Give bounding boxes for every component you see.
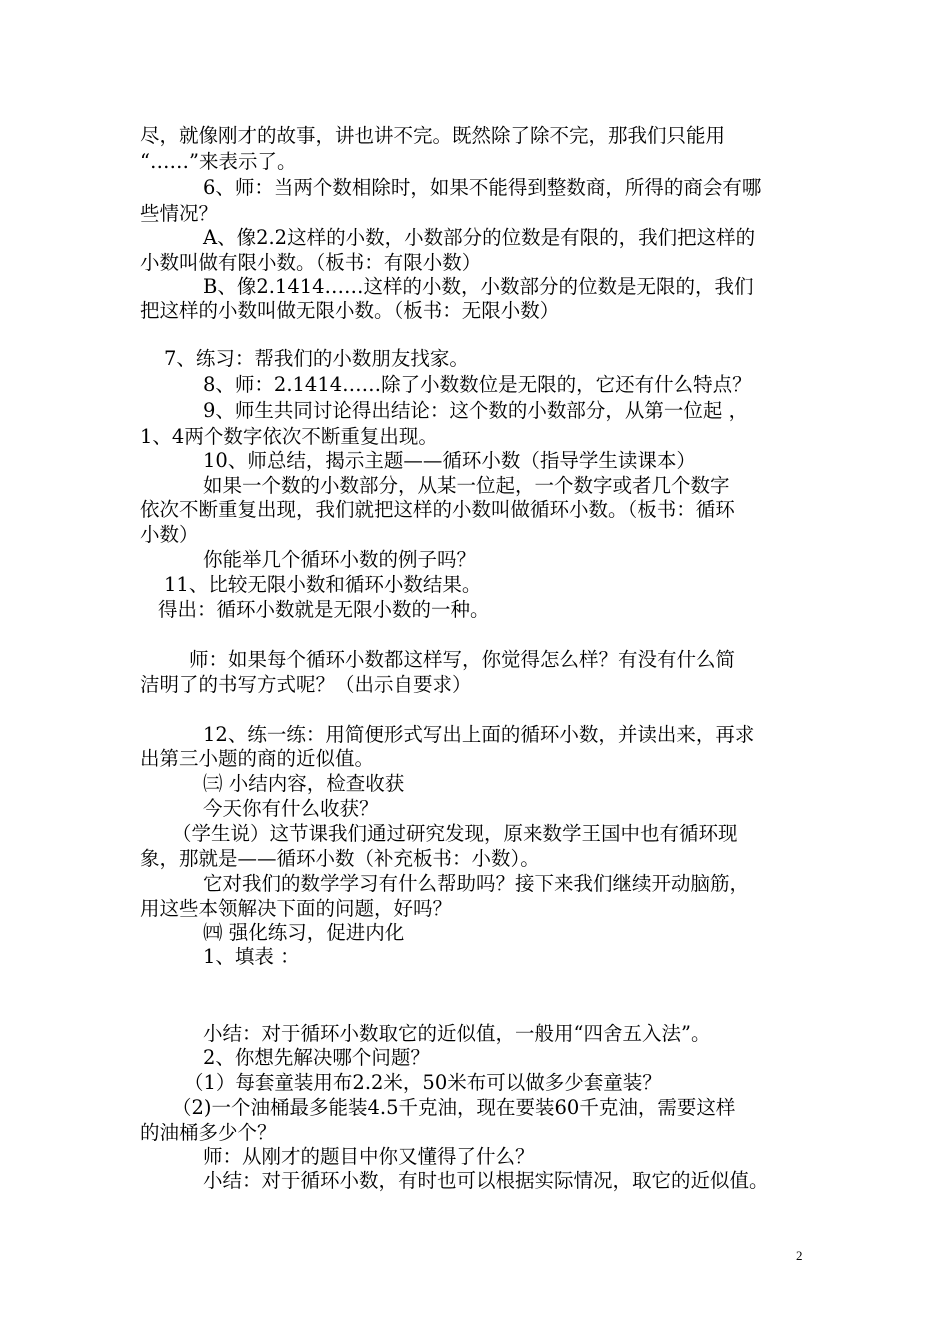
text-line: 小数） [140,523,199,546]
text-line: 7、练习：帮我们的小数朋友找家。 [164,347,469,370]
text-line: 11、比较无限小数和循环小数结果。 [164,573,482,596]
text-line: A、像2.2这样的小数，小数部分的位数是有限的，我们把这样的 [203,226,756,249]
text-line: 1、填表 ： [203,945,300,968]
text-line: 8、师：2.1414……除了小数数位是无限的，它还有什么特点？ [203,373,752,396]
text-line: （2)一个油桶最多能装4.5千克油，现在要装60千克油，需要这样 [172,1096,736,1119]
text-line: 象，那就是——循环小数（补充板书：小数）。 [140,847,540,870]
text-line: 出第三小题的商的近似值。 [140,747,375,770]
text-line: 依次不断重复出现，我们就把这样的小数叫做循环小数。（板书：循环 [140,498,735,521]
page-number: 2 [796,1248,803,1263]
text-line: 1、4两个数字依次不断重复出现。 [140,425,438,448]
text-line: 的油桶多少个？ [140,1121,277,1144]
text-line: 9、师生共同讨论得出结论：这个数的小数部分，从第一位起 ， [203,399,749,422]
text-line: 如果一个数的小数部分，从某一位起，一个数字或者几个数字 [203,474,730,497]
text-line: 小结：对于循环小数，有时也可以根据实际情况，取它的近似值。 [203,1169,769,1192]
text-line: 小数叫做有限小数。（板书：有限小数） [140,251,482,274]
text-line: 2、你想先解决哪个问题？ [203,1046,430,1069]
text-line: “……”来表示了。 [140,150,297,173]
text-line: ㈢ 小结内容，检查收获 [203,772,405,795]
text-line: B、像2.1414……这样的小数，小数部分的位数是无限的，我们 [203,275,754,298]
text-line: （1）每套童装用布2.2米，50米布可以做多少套童装？ [184,1071,662,1094]
text-line: 把这样的小数叫做无限小数。（板书：无限小数） [140,299,560,322]
text-line: ㈣ 强化练习，促进内化 [203,921,405,944]
text-line: 10、师总结，揭示主题——循环小数（指导学生读课本） [203,449,696,472]
text-line: 用这些本领解决下面的问题，好吗？ [140,897,453,920]
text-line: 师：从刚才的题目中你又懂得了什么？ [203,1145,535,1168]
text-line: 它对我们的数学学习有什么帮助吗？接下来我们继续开动脑筋， [203,872,750,895]
text-line: 小结：对于循环小数取它的近似值，一般用“四舍五入法”。 [203,1022,711,1045]
text-line: 今天你有什么收获？ [203,797,379,820]
text-line: 6、师：当两个数相除时，如果不能得到整数商，所得的商会有哪 [203,176,762,199]
text-line: 你能举几个循环小数的例子吗？ [203,548,477,571]
text-line: 得出：循环小数就是无限小数的一种。 [158,598,490,621]
text-line: 尽，就像刚才的故事，讲也讲不完。既然除了除不完，那我们只能用 [140,124,726,147]
text-line: 洁明了的书写方式呢？（出示自要求） [140,673,472,696]
text-line: 师：如果每个循环小数都这样写，你觉得怎么样？有没有什么简 [189,648,736,671]
text-line: （学生说）这节课我们通过研究发现，原来数学王国中也有循环现 [172,822,738,845]
text-line: 12、练一练：用简便形式写出上面的循环小数，并读出来，再求 [203,723,755,746]
text-line: 些情况？ [140,202,219,225]
